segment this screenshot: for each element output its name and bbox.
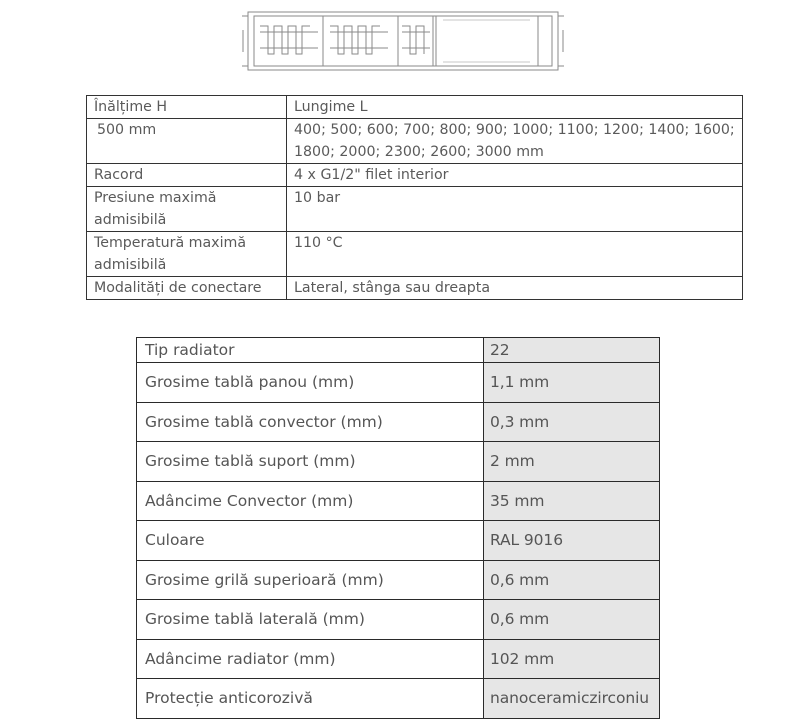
detail-label: Protecție anticorozivă: [137, 679, 484, 719]
detail-label: Grosime grilă superioară (mm): [137, 560, 484, 600]
details-table: [136, 337, 660, 719]
table-row: [87, 164, 743, 187]
radiator-front-view-icon: [238, 6, 568, 76]
detail-label: Grosime tablă laterală (mm): [137, 600, 484, 640]
spec-value: 400; 500; 600; 700; 800; 900; 1000; 1100; 1200; 1400; 1600; 1800; 2000; 2300; 2600; 3000 mm: [287, 119, 743, 164]
table-row: [137, 560, 660, 600]
table-row: [137, 521, 660, 561]
table-row: [87, 96, 743, 119]
table-row: [87, 187, 743, 232]
detail-label: Grosime tablă suport (mm): [137, 442, 484, 482]
table-row: [137, 402, 660, 442]
detail-value: 0,6 mm: [484, 560, 660, 600]
detail-label: Culoare: [137, 521, 484, 561]
detail-value: 35 mm: [484, 481, 660, 521]
spec-label: Presiune maximă admisibilă: [87, 187, 287, 232]
spec-label: Racord: [87, 164, 287, 187]
detail-label: Grosime tablă convector (mm): [137, 402, 484, 442]
specs-table: [86, 95, 743, 300]
table-row: [137, 639, 660, 679]
detail-label: Adâncime radiator (mm): [137, 639, 484, 679]
detail-value: 102 mm: [484, 639, 660, 679]
detail-value: RAL 9016: [484, 521, 660, 561]
spec-label: Temperatură maximă admisibilă: [87, 232, 287, 277]
table-row: [137, 481, 660, 521]
spec-value: Lungime L: [287, 96, 743, 119]
table-row: [87, 232, 743, 277]
detail-value: 0,3 mm: [484, 402, 660, 442]
detail-value: 0,6 mm: [484, 600, 660, 640]
spec-value: 110 °C: [287, 232, 743, 277]
table-row: [137, 338, 660, 363]
table-row: [87, 277, 743, 300]
table-row: [137, 600, 660, 640]
table-row: [137, 442, 660, 482]
table-row: [87, 119, 743, 164]
detail-value: 22: [484, 338, 660, 363]
detail-label: Tip radiator: [137, 338, 484, 363]
table-row: [137, 363, 660, 403]
detail-value: nanoceramiczirconiu: [484, 679, 660, 719]
detail-label: Adâncime Convector (mm): [137, 481, 484, 521]
spec-value: 4 x G1/2" filet interior: [287, 164, 743, 187]
spec-label: Înălțime H: [87, 96, 287, 119]
table-row: [137, 679, 660, 719]
spec-label: 500 mm: [87, 119, 287, 164]
spec-label: Modalități de conectare: [87, 277, 287, 300]
detail-label: Grosime tablă panou (mm): [137, 363, 484, 403]
detail-value: 2 mm: [484, 442, 660, 482]
spec-value: Lateral, stânga sau dreapta: [287, 277, 743, 300]
spec-value: 10 bar: [287, 187, 743, 232]
detail-value: 1,1 mm: [484, 363, 660, 403]
